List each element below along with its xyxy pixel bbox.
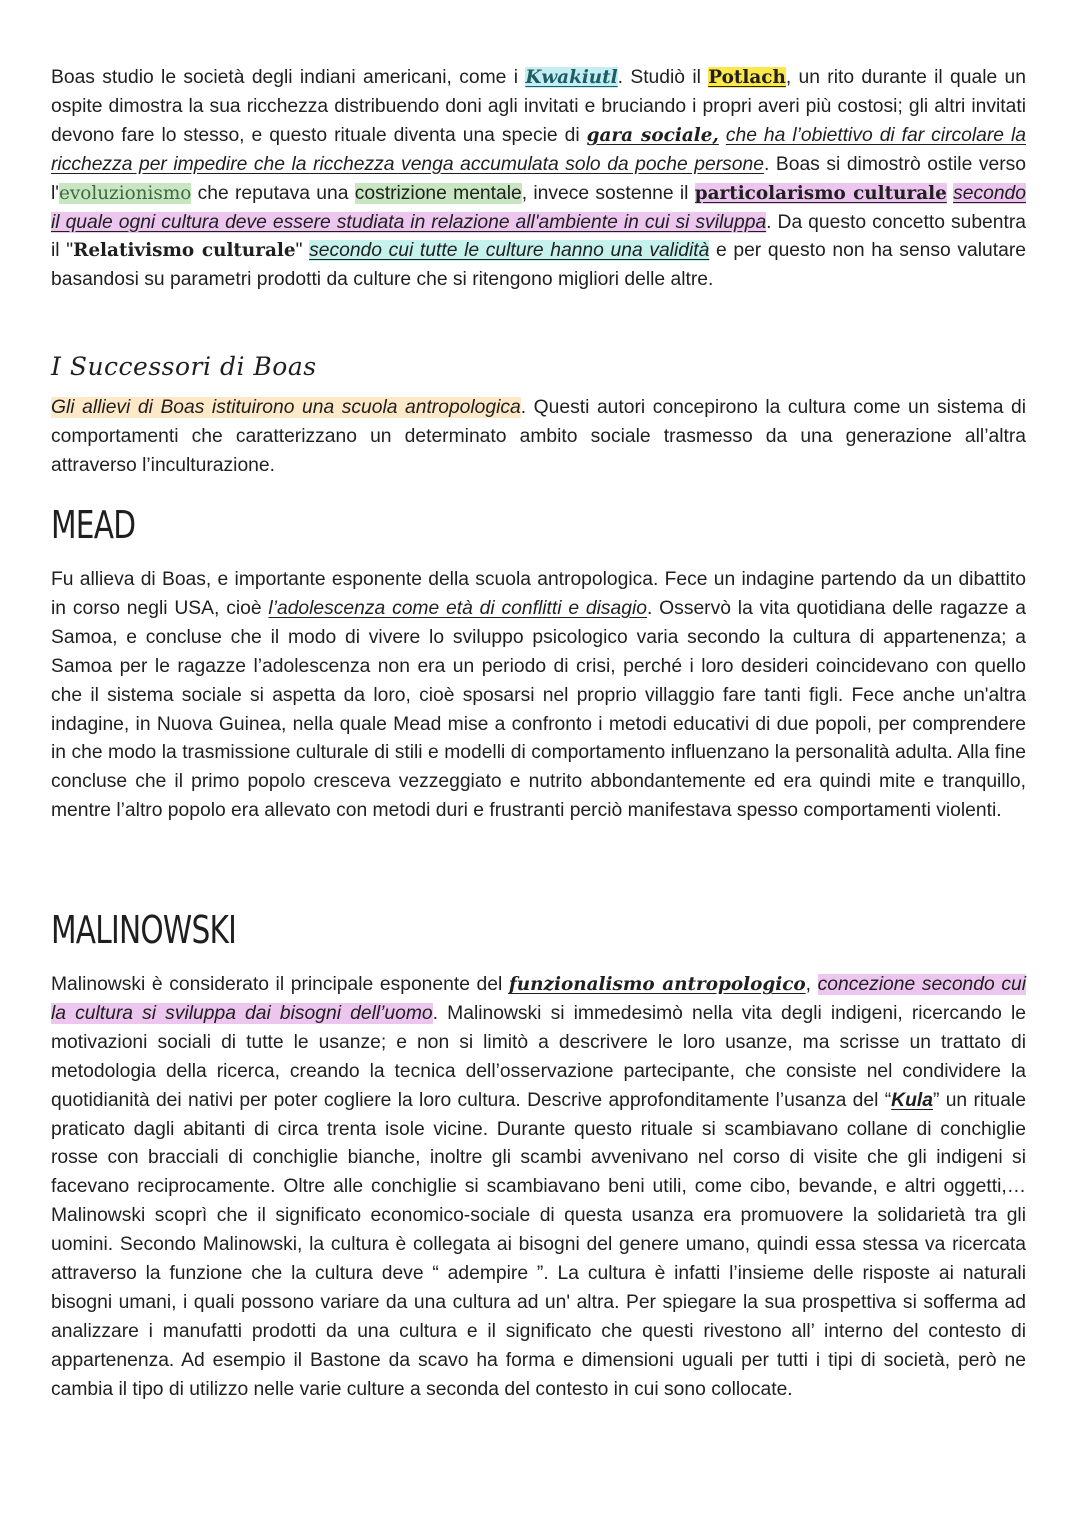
successori-paragraph <box>51 394 1026 481</box>
term-relativismo-culturale: Relativismo culturale <box>73 240 296 262</box>
text-span: e per questo non ha senso valutare basandosi su parametri prodotti da culture che si ritengono migliori delle altre. <box>51 240 1026 291</box>
mead-paragraph <box>51 566 1026 826</box>
heading-mead: MEAD <box>51 503 136 547</box>
text-span: , un rito durante il quale un ospite dimostra la sua ricchezza distribuendo doni agli invitati e bruciando i propri averi più costosi; gli altri invitati devono fare lo stesso, e questo rituale diventa una specie di <box>51 67 1026 146</box>
text-span: Boas studio le società degli indiani americani, come i <box>51 67 526 88</box>
underlined-phrase: l’adolescenza come età di conflitti e disagio <box>268 597 647 619</box>
highlighted-phrase: secondo il quale ogni cultura deve essere studiata in relazione all'ambiente in cui si sviluppa <box>51 182 1026 233</box>
highlighted-phrase: concezione secondo cui la cultura si sviluppa dai bisogni dell’uomo <box>51 974 1026 1024</box>
term-kula: Kula <box>891 1089 933 1111</box>
term-costrizione-mentale: costrizione mentale <box>354 182 522 204</box>
term-gara-sociale: gara sociale, <box>586 124 719 146</box>
term-funzionalismo: funzionalismo antropologico <box>508 974 806 995</box>
text-span: Fu allieva di Boas, e importante esponente della scuola antropologica. Fece un indagine partendo da un dibattito in corso negli USA, cioè <box>51 569 1026 619</box>
text-span: , <box>805 974 818 995</box>
highlighted-phrase: Gli allievi di Boas istituirono una scuola antropologica <box>51 397 521 418</box>
underlined-phrase: che ha l’obiettivo di far circolare la ricchezza per impedire che la ricchezza venga accumulata solo da poche persone <box>51 124 1027 175</box>
text-span: . Malinowski si immedesimò nella vita degli indigeni, ricercando le motivazioni sociali di tutte le usanze; e non si limitò a descrivere le loro usanze, ma scrisse un trattato di metodologia della ricerca, creando la tecnica dell’osservazione partecipante, che consiste nel condividere la quotidianità dei nativi per poter cogliere la loro cultura. Descrive approfonditamente l’usanza del “ <box>51 1002 1026 1111</box>
malinowski-paragraph <box>51 971 1026 1405</box>
text-span: . Questi autori concepirono la cultura come un sistema di comportamenti che caratterizzano un determinato ambito sociale trasmesso da una generazione all’altra attraverso l’inculturazione. <box>51 397 1026 476</box>
text-span: ” un rituale praticato dagli abitanti di circa trenta isole vicine. Durante questo rituale si scambiavano collane di conchiglie rosse con bracciali di conchiglie bianche, inoltre gli scambi avvenivano nel corso di visite che gli indigeni si facevano reciprocamente. Oltre alle conchiglie si scambiavano beni utili, come cibo, bevande, e altri oggetti,… Malinowski scoprì che il significato economico-sociale di questa usanza era promuovere la solidarietà tra gli uomini. Secondo Malinowski, la cultura è collegata ai bisogni del genere umano, quindi essa stessa va ricercata attraverso la funzione che la cultura deve “ adempire ”. La cultura è infatti l’insieme delle risposte ai naturali bisogni umani, i quali possono variare da una cultura ad un' altra. Per spiegare la sua prospettiva si sofferma ad analizzare i manufatti prodotti da una cultura e il significato che questi rivestono all’ interno del contesto di appartenenza. Ad esempio il Bastone da scavo ha forma e dimensioni uguali per tutti i tipi di società, però ne cambia il tipo di utilizzo nelle varie culture a seconda del contesto in cui sono collocate. <box>51 1089 1026 1400</box>
term-evoluzionismo: evoluzionismo <box>58 182 192 204</box>
term-kwakiutl: Kwakiutl <box>525 67 618 88</box>
highlighted-phrase: secondo cui tutte le culture hanno una validità <box>309 240 710 262</box>
text-span: Malinowski è considerato il principale esponente del <box>51 974 509 995</box>
text-span: . Da questo concetto subentra il " <box>51 211 1026 262</box>
heading-successori: I Successori di Boas <box>51 352 317 381</box>
text-span: " <box>295 240 310 262</box>
boas-paragraph <box>51 64 1026 295</box>
text-span <box>719 125 726 146</box>
text-span: . Studiò il <box>617 67 709 88</box>
text-span: , invece sostenne il <box>521 182 695 204</box>
heading-malinowski: MALINOWSKI <box>51 908 237 952</box>
term-potlach: Potlach <box>708 67 786 88</box>
text-span: che reputava una <box>191 182 355 204</box>
text-span: . Osservò la vita quotidiana delle ragazze a Samoa, e concluse che il modo di vivere lo sviluppo psicologico varia secondo la cultura di appartenenza; a Samoa per le ragazze l’adolescenza non era un periodo di crisi, perché i loro desideri coincidevano con quello che il sistema sociale si aspetta da loro, cioè sposarsi nel proprio villaggio fare tanti figli. Fece anche un'altra indagine, in Nuova Guinea, nella quale Mead mise a confronto i metodi educativi di due popoli, per comprendere in che modo la trasmissione culturale di stili e modelli di comportamento influenzano la personalità adulta. Alla fine concluse che il primo popolo cresceva vezzeggiato e nutrito abbondantemente ed era quindi mite e tranquillo, mentre l’altro popolo era allevato con metodi duri e frustranti perciò manifestava spesso comportamenti violenti. <box>51 597 1026 822</box>
text-span: . Boas si dimostrò ostile verso l' <box>51 153 1027 204</box>
term-particolarismo-culturale: particolarismo culturale <box>694 182 947 204</box>
